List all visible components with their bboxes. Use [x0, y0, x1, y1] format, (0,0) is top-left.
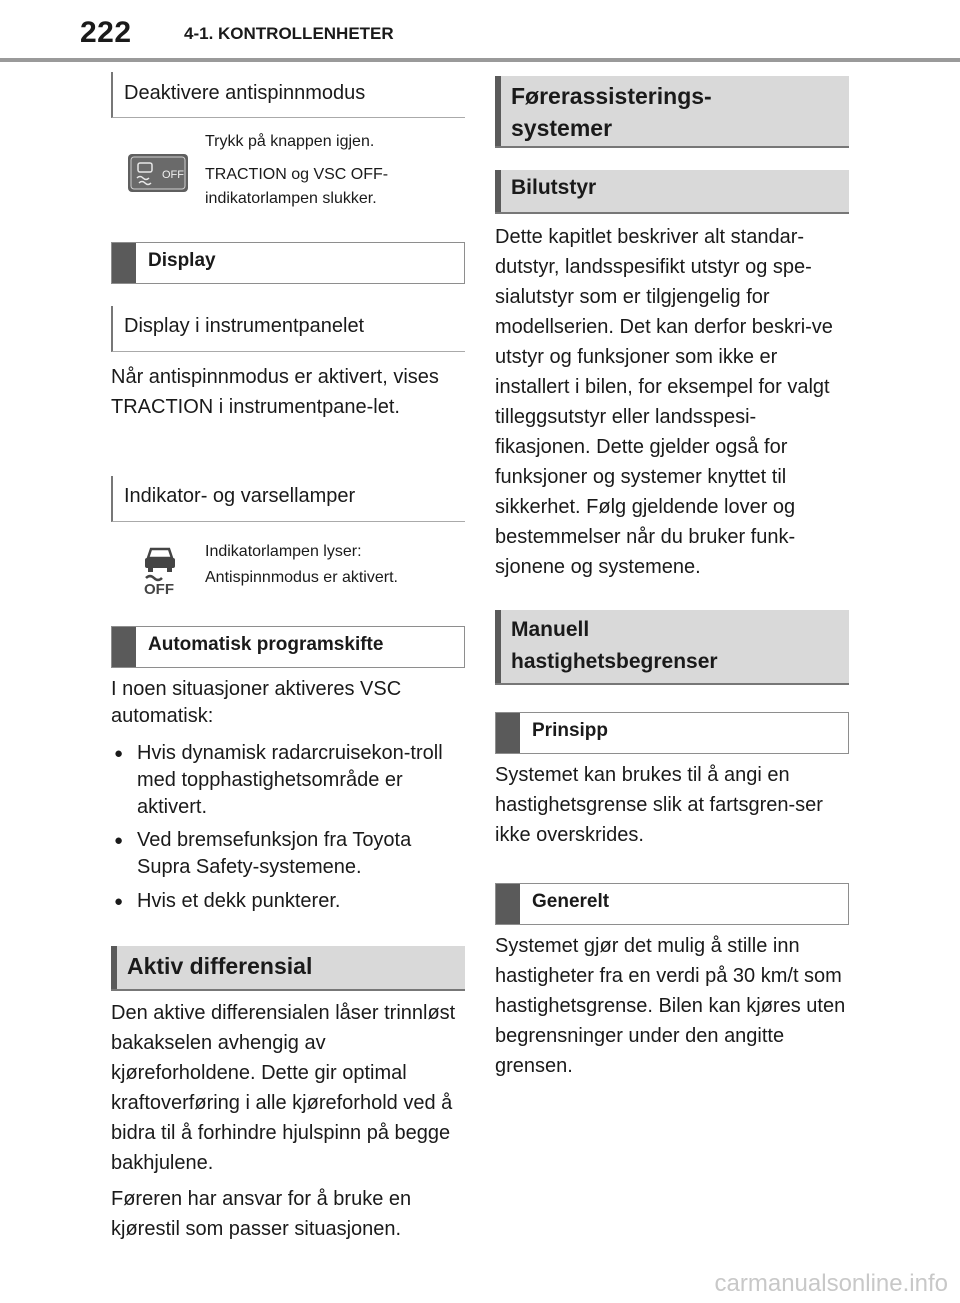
- differential-paragraph: Den aktive differensialen låser trinnløst bakakselen avhengig av kjøreforholdene. Dette gir optimal kraftoverføring i alle kjøreforhold ved å bidra til å forhindre hjulspinn på begge bakhjulene.: [111, 1002, 456, 1174]
- heading-display: [111, 242, 465, 284]
- display-paragraph: Når antispinnmodus er aktivert, vises TRACTION i instrumentpane-let.: [111, 366, 439, 418]
- heading-bar: [112, 627, 136, 667]
- bullet-item: ● Ved bremsefunksjon fra Toyota Supra Safety-systemene.: [111, 827, 465, 881]
- heading-bar: [495, 170, 501, 212]
- heading-display-text: Display: [148, 250, 216, 271]
- heading-line-1: Førerassisterings-: [511, 83, 712, 109]
- bullet-item: ● Hvis dynamisk radarcruisekon-troll med topphastighetsområde er aktivert.: [111, 740, 465, 821]
- header-divider: [0, 58, 960, 62]
- traction-off-button-icon: [128, 154, 188, 192]
- heading-speed-limiter: [495, 610, 849, 685]
- driver-responsibility-paragraph: Føreren har ansvar for å bruke en kjørestil som passer situasjonen.: [111, 1188, 412, 1240]
- heading-bar: [496, 884, 520, 924]
- heading-bar: [111, 946, 117, 989]
- watermark: carmanualsonline.info: [714, 1270, 948, 1297]
- heading-active-differential-text: Aktiv differensial: [127, 953, 313, 979]
- heading-driver-assistance-text: [511, 80, 712, 144]
- heading-speed-limiter-text: [511, 614, 718, 678]
- heading-general-text: Generelt: [532, 891, 610, 912]
- heading-auto-shift-text: Automatisk programskifte: [148, 634, 384, 655]
- equipment-paragraph: Dette kapitlet beskriver alt standar-dutstyr, landsspesifikt utstyr og spe-sialutstyr som er tilgjengelig for modellserien. Det kan derfor beskri-ve utstyr og funksjoner som ikke er installert i bilen, for eksempel for valgt tilleggsutstyr eller landsspesi-fikasjonen. Dette gjelder også for funksjoner og systemer knyttet til sikkerhet. Følg gjeldende lover og bestemmelser når du bruker funk-sjonene og systemene.: [495, 226, 833, 578]
- deactivate-line-1: Trykk på knappen igjen.: [205, 133, 375, 150]
- general-paragraph: Systemet gjør det mulig å stille inn hastigheter fra en verdi på 30 km/t som hastighetsgrense. Bilen kan kjøres uten begrensninger under den angitte grensen.: [495, 935, 846, 1077]
- heading-bar: [495, 76, 501, 146]
- auto-paragraph: I noen situasjoner aktiveres VSC automatisk:: [111, 678, 402, 727]
- indicator-line-1: Indikatorlampen lyser:: [205, 543, 362, 560]
- principle-paragraph: Systemet kan brukes til å angi en hastighetsgrense slik at fartsgren-ser ikke overskrides.: [495, 764, 823, 846]
- heading-equipment-text: Bilutstyr: [511, 176, 597, 199]
- heading-principle-text: Prinsipp: [532, 720, 609, 741]
- heading-line-2: hastighetsbegrenser: [511, 650, 718, 673]
- heading-auto-shift: [111, 626, 465, 668]
- indicator-line-2: Antispinnmodus er aktivert.: [205, 569, 398, 586]
- heading-driver-assistance: [495, 76, 849, 148]
- indicator-off-text: OFF: [144, 581, 174, 596]
- heading-line-2: systemer: [511, 115, 613, 141]
- subheading-display-panel: Display i instrumentpanelet: [111, 306, 465, 352]
- subheading-deactivate: Deaktivere antispinnmodus: [111, 72, 465, 118]
- subheading-indicator: Indikator- og varsellamper: [111, 476, 465, 522]
- button-off-text: OFF: [162, 169, 184, 181]
- bullet-item: ● Hvis et dekk punkterer.: [111, 888, 465, 915]
- heading-bar: [495, 610, 501, 683]
- heading-equipment: [495, 170, 849, 214]
- traction-off-indicator-icon: [140, 544, 180, 596]
- heading-active-differential: [111, 946, 465, 991]
- page-number: 222: [80, 16, 132, 49]
- heading-principle: [495, 712, 849, 754]
- heading-bar: [112, 243, 136, 283]
- deactivate-line-2: TRACTION og VSC OFF-indikatorlampen slukker.: [205, 166, 389, 207]
- heading-line-1: Manuell: [511, 618, 590, 641]
- heading-general: [495, 883, 849, 925]
- heading-bar: [496, 713, 520, 753]
- chapter-title: 4-1. KONTROLLENHETER: [184, 24, 394, 43]
